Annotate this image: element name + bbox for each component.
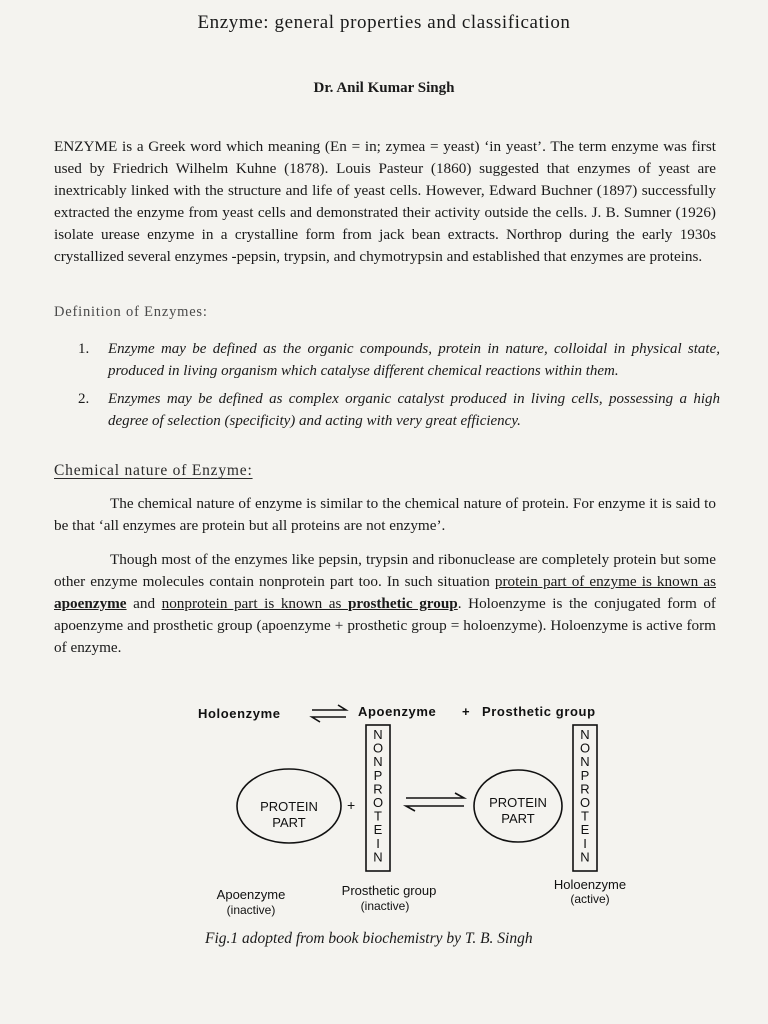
nonprotein-letter: O xyxy=(372,795,384,810)
list-number: 1. xyxy=(78,341,90,357)
nonprotein-letter: T xyxy=(581,808,589,824)
apoenzyme-label: Apoenzyme xyxy=(216,887,286,902)
definition-list xyxy=(78,338,720,432)
list-number: 2. xyxy=(78,391,90,407)
nonprotein-letters-right xyxy=(580,727,590,864)
nonprotein-letter: P xyxy=(580,767,590,783)
nonprotein-letter: N xyxy=(373,727,383,742)
nonprotein-letter: O xyxy=(579,795,591,810)
text-run: Though most of the enzymes like pepsin, trypsin and ribonuclease are completely protein but some other enzyme molecules contain nonprotein part too. In such situation xyxy=(54,551,716,590)
text-run: . Holoenzyme is the conjugated form of apoenzyme and prosthetic group (apoenzyme + prosthetic group = holoenzyme). Holoenzyme is active form of enzyme. xyxy=(54,595,716,656)
enzyme-diagram xyxy=(0,690,768,970)
nonprotein-letter: N xyxy=(580,754,590,770)
nonprotein-letter: O xyxy=(579,740,591,756)
nonprotein-letter: R xyxy=(580,781,590,797)
intro-paragraph: ENZYME is a Greek word which meaning (En = in; zymea = yeast) ‘in yeast’. The term enzyme was first used by Friedrich Wilhelm Kuhne (1878). Louis Pasteur (1860) suggested that enzymes of yeast are inextricably linked with the structure and life of yeast cells. However, Edward Buchner (1897) successfully extracted the enzyme from yeast cells and demonstrated their activity outside the cells. J. B. Sumner (1926) isolate urease enzyme in a crystalline form from jack bean extracts. Northrop during the early 1930s crystallized several enzymes -pepsin, trypsin, and chymotrypsin and established that enzymes are proteins. xyxy=(54,138,716,265)
apoenzyme-state: (inactive) xyxy=(226,903,276,917)
nonprotein-letter: E xyxy=(373,822,383,838)
part-label: PART xyxy=(272,815,306,830)
holoenzyme-state: (active) xyxy=(570,892,610,906)
text-run: and xyxy=(126,595,162,612)
nonprotein-letter: I xyxy=(583,835,587,851)
eq-prosthetic-group: Prosthetic group xyxy=(482,704,596,719)
definition-heading: Definition of Enzymes: xyxy=(54,304,208,320)
apoenzyme-term: apoenzyme xyxy=(54,595,127,612)
nonprotein-letter: E xyxy=(580,822,590,838)
holoenzyme-label: Holoenzyme xyxy=(553,877,627,892)
figure-caption: Fig.1 adopted from book biochemistry by T. B. Singh xyxy=(205,930,533,947)
nonprotein-letter: N xyxy=(373,754,383,770)
plus-sign: + xyxy=(347,797,356,813)
nonprotein-letter: O xyxy=(372,740,384,756)
nonprotein-letter: R xyxy=(373,781,383,797)
protein-label-right: PROTEIN xyxy=(489,795,547,810)
chemical-paragraph-2 xyxy=(54,549,716,659)
eq-holoenzyme: Holoenzyme xyxy=(198,706,281,721)
nonprotein-letter: T xyxy=(374,808,382,824)
chemical-nature-heading: Chemical nature of Enzyme: xyxy=(54,462,253,479)
nonprotein-letter: P xyxy=(373,767,383,783)
author-name: Dr. Anil Kumar Singh xyxy=(313,80,455,96)
equilibrium-arrow-middle-icon xyxy=(406,793,464,811)
prosthetic-group-term: prosthetic group xyxy=(347,595,458,612)
part-label-right: PART xyxy=(501,811,535,826)
equilibrium-arrow-icon xyxy=(312,705,346,722)
nonprotein-letter: N xyxy=(373,849,383,865)
nonprotein-letter: N xyxy=(580,849,590,865)
nonprotein-letter: I xyxy=(376,835,380,851)
protein-label: PROTEIN xyxy=(260,799,318,814)
page-title: Enzyme: general properties and classification xyxy=(197,12,571,33)
nonprotein-letters-left xyxy=(373,727,383,864)
eq-plus: + xyxy=(462,704,470,719)
underlined-text: protein part of enzyme is known as xyxy=(494,573,716,590)
prosthetic-group-state: (inactive) xyxy=(360,899,410,913)
list-text: Enzymes may be defined as complex organic catalyst produced in living cells, possessing a high degree of selection (specificity) and acting with very great efficiency. xyxy=(108,391,720,429)
underlined-text: nonprotein part is known as xyxy=(161,595,348,612)
list-item xyxy=(78,338,720,382)
eq-apoenzyme: Apoenzyme xyxy=(358,704,437,719)
prosthetic-group-label: Prosthetic group xyxy=(341,883,437,898)
list-item xyxy=(78,388,720,432)
list-text: Enzyme may be defined as the organic compounds, protein in nature, colloidal in physical state, produced in living organism which catalyse different chemical reactions within them. xyxy=(108,341,720,379)
nonprotein-letter: N xyxy=(580,727,590,742)
chemical-paragraph-1: The chemical nature of enzyme is similar to the chemical nature of protein. For enzyme it is said to be that ‘all enzymes are protein but all proteins are not enzyme’. xyxy=(54,495,716,534)
